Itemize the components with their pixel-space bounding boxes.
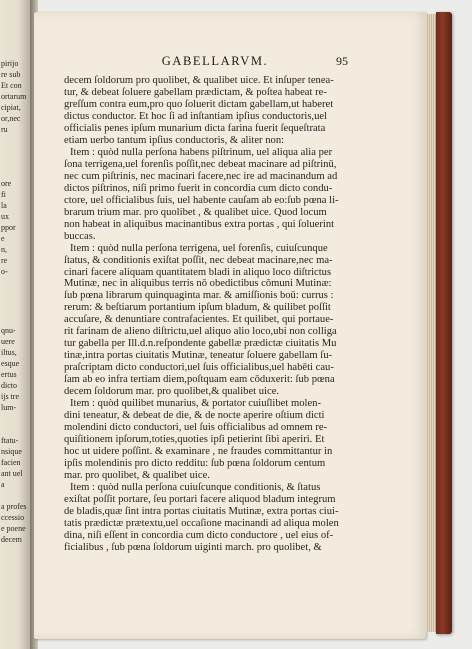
text-line: ſtatus, & conditionis exiſtat poſſit, nec debeat macinare,nec ma- [64,254,333,266]
text-line: brarum trium mar. pro quolibet , & qualibet uice. Quod locum [64,206,327,218]
text-line: quiſitionem ipſorum,toties,quoties ipſi petierint ſibi aperiri. Et [64,434,325,446]
text-line: hoc ut uidere poſſint. & examinare , ne fraudes committantur in [64,446,333,458]
text-line: ſam ab eo infra tertiam diem,poſtquam eam cōduxerit: ſub pœna [64,374,335,386]
text-line: officialis penes ipſum munarium dicta farina fuerit ſequeſtrata [64,122,326,134]
left-page-text-fragment: a [1,480,5,489]
left-page-text-fragment: e poene [1,524,26,533]
text-line: ipſis molendinis pro dicto redditu: ſub pœna ſoldorum centum [64,458,326,469]
page-fore-edge [426,14,436,632]
left-page-text-fragment: qnu- [1,326,16,335]
left-page-text-fragment: ftatu- [1,436,19,445]
left-page-text-fragment: e [1,234,5,243]
text-line: dictos piſtrinos, niſi primo fuerit in concordia cum dicto condu- [64,182,333,194]
book-cover-edge [436,12,452,634]
left-page-text-fragment: ertus [1,370,17,379]
left-page-text-fragment: fi [1,190,6,199]
text-line: Item : quòd nulla perſona cuiuſcunque conditionis, & ſtatus [70,481,321,493]
left-page-text-fragment: ppor [1,223,16,232]
left-page-text-fragment: a profes [1,502,27,511]
left-page-text-fragment: la [1,201,7,210]
left-page-text-fragment: lum- [1,403,17,412]
left-page-text-fragment: ant uel [1,469,23,478]
left-page-text-fragment: facien [1,458,21,467]
text-line: tinæ,intra portas ciuitatis Mutinæ, teneatur ſoluere gabellam ſu- [64,350,333,362]
text-line: mar. pro quolibet, & qualibet uice. [64,469,210,481]
left-page-text-fragment: decem [1,535,22,544]
left-page-text-fragment: nsique [1,447,22,456]
left-page-text-fragment: n, [1,245,7,254]
left-page-text-fragment: o- [1,267,8,276]
text-line: accuſare, & denuntiare contrafacientes. Et quilibet, qui portaue- [64,314,334,326]
left-page-text-fragment: or,nec [1,114,21,123]
left-page-text-fragment: ore [1,179,12,188]
text-line: dictus conductor. Et hoc ſi ad inſtantiam ipſius conductoris,uel [64,110,328,122]
text-line: exiſtat poſſit portare, ſeu portari facere aliquod bladum integrum [64,493,336,505]
left-page-text-fragment: ijs tre [1,392,19,401]
left-page-text-fragment: Et con [1,81,22,90]
text-line: molendini dicto conductori, uel ſuis officialibus ad omnem re- [64,422,328,434]
text-line: tur gabella per Ill.d.n.reſpondente gabellæ prædictæ ciuitatis Mu [64,338,337,350]
text-line: rerum: & beſtiarum portantium ipſum bladum, & quilibet poſſit [64,302,331,314]
text-line: rit farinam de alieno diſtrictu,uel aliquo alio loco,ubi non colliga [64,326,337,338]
text-line: dini teneatur, & debeat de die, & de nocte aperire oſtium dicti [64,410,325,422]
text-line: praſcriptam dicto conductori,uel ſuis officialibus,uel habēti cau- [64,362,334,374]
text-block [64,75,364,554]
text-line: greſſum contra eum,pro quo ſoluerit dictam gabellam,ut haberet [64,98,334,110]
text-line: tur, & debeat ſoluere gabellam prædictam, & poſtea habeat re- [64,86,327,98]
text-line: ficialibus , ſub pœna ſoldorum uiginti march. pro quolibet, & [64,541,322,553]
text-line: decem ſoldorum pro quolibet, & qualibet uice. Et inſuper tenea- [64,75,334,86]
left-page-text-fragment: ortarum [1,92,27,101]
left-page-text-fragment: re sub [1,70,21,79]
text-line: tatis prædictæ prætextu,uel occaſione macinandi ad aliqua molen [64,517,339,529]
text-line: ctore, uel officialibus ſuis, uel habente cauſam ab eo:ſub pœna li- [64,194,339,206]
text-line: non habeat in aliquibus macinantibus extra portas , qui ſoluerint [64,218,335,230]
running-head: GABELLARVM. [161,54,269,68]
left-page-text-fragment: ux [1,212,9,221]
text-line: cinari facere aliquam quantitatem bladi in aliquo loco diſtrictus [64,266,332,278]
left-page-text-fragment: ru [1,125,8,134]
text-line: Item : quòd quilibet munarius, & portator cuiuſlibet molen- [70,398,321,410]
left-page-text-fragment: ccessio [1,513,25,522]
text-line: buccas. [64,230,96,242]
left-page-text-fragment: iltus, [1,348,17,357]
left-page-text-fragment: dicto [1,381,17,390]
page-number: 95 [336,54,348,68]
text-line: ſub pœna librarum quinquaginta mar. & amiſſionis boū: currus : [64,290,334,302]
left-page-text-fragment: re [1,256,8,265]
left-page-text-fragment: esque [1,359,20,368]
text-line: dina, niſi eſſent in concordia cum dicto conductore , uel eius of- [64,529,334,541]
text-line: Item : quòd nulla perſona habens piſtrinum, uel aliqua alia per [70,146,333,158]
text-line: Item : quòd nulla perſona terrigena, uel forenſis, cuiuſcunque [70,242,328,254]
left-facing-page [0,0,31,649]
text-line: ſona terrigena,uel forenſis poſſit,nec debeat macinare ad piſtrinū, [64,158,337,170]
text-line: decem ſoldorum mar. pro quolibet,& qualibet uice. [64,386,280,398]
left-page-text-fragment: uere [1,337,15,346]
text-line: Mutinæ, nec in aliquibus terris nō obedictibus cōmuni Mutinæ: [64,278,332,290]
text-line: nec cum piſtrinis, nec macinari facere,nec ire ad macinandum ad [64,170,338,182]
text-line: de bladis,quæ ſint intra portas ciuitatis Mutinæ, extra portas ciui- [64,505,339,517]
left-page-text-fragment: pirijo [1,59,19,68]
left-page-text-fragment: cipiat, [1,103,21,112]
text-line: etiam uerbo tantum ipſius conductoris, & aliter non: [64,134,285,146]
